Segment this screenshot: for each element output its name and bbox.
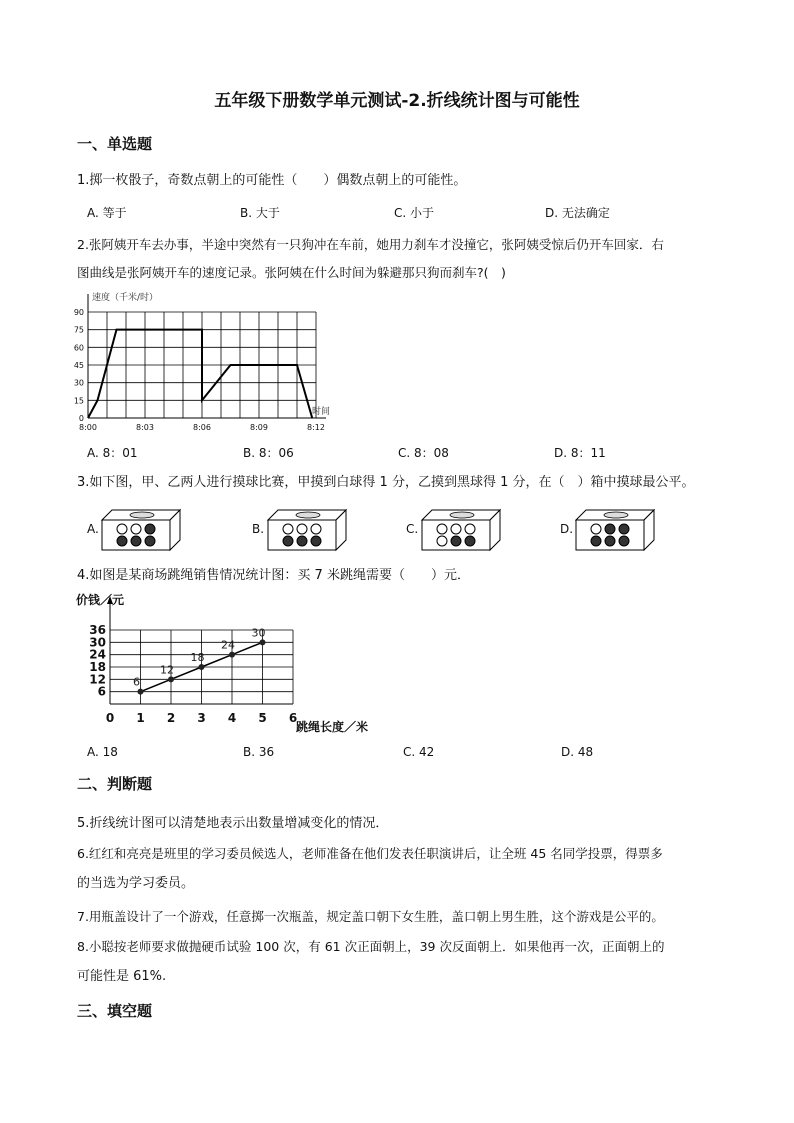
q3-option-c[interactable]: C.	[406, 522, 419, 536]
q3-option-b[interactable]: B.	[252, 522, 265, 536]
q2-option-c[interactable]: C. 8：08	[398, 446, 449, 460]
white-ball	[283, 524, 293, 534]
white-ball	[591, 524, 601, 534]
black-ball	[619, 536, 629, 546]
data-point	[138, 689, 144, 695]
q2-option-d[interactable]: D. 8：11	[554, 446, 606, 460]
y-tick-label: 30	[89, 635, 106, 650]
black-ball	[605, 524, 615, 534]
ball-box-d	[574, 506, 656, 552]
question-4: 4.如图是某商场跳绳销售情况统计图：买 7 米跳绳需要（ ）元．	[77, 568, 470, 583]
black-ball	[591, 536, 601, 546]
q1-option-a[interactable]: A. 等于	[87, 206, 127, 220]
q2-option-a[interactable]: A. 8：01	[87, 446, 138, 460]
section-heading-fill-blank: 三、填空题	[77, 1002, 153, 1020]
data-label: 30	[251, 626, 266, 640]
black-ball	[465, 536, 475, 546]
white-ball	[465, 524, 475, 534]
data-point	[168, 676, 174, 682]
data-label: 6	[133, 675, 140, 689]
black-ball	[619, 524, 629, 534]
q4-option-d[interactable]: D. 48	[561, 745, 594, 759]
y-tick-label: 45	[73, 361, 84, 370]
q1-option-d[interactable]: D. 无法确定	[545, 206, 610, 220]
question-3: 3.如下图，甲、乙两人进行摸球比赛，甲摸到白球得 1 分，乙摸到黑球得 1 分，在（ ）箱中摸球最公平。	[77, 475, 695, 490]
ball-box-b	[266, 506, 348, 552]
x-tick-label: 5	[258, 711, 267, 725]
question-8-line-1: 8.小聪按老师要求做抛硬币试验 100 次，有 61 次正面朝上，39 次反面朝上．如果他再一次，正面朝上的	[77, 939, 665, 954]
white-ball	[437, 536, 447, 546]
data-point	[260, 639, 266, 645]
white-ball	[311, 524, 321, 534]
q4-option-c[interactable]: C. 42	[403, 745, 435, 759]
black-ball	[131, 536, 141, 546]
question-5: 5.折线统计图可以清楚地表示出数量增减变化的情况．	[77, 816, 389, 831]
y-tick-label: 6	[97, 684, 106, 699]
x-tick-label: 8:12	[307, 423, 325, 432]
x-tick-label: 6	[288, 711, 298, 725]
section-heading-single-choice: 一、单选题	[77, 135, 153, 153]
speed-chart-ticks	[74, 308, 325, 432]
speed-chart-xlabel: 时间	[312, 407, 331, 417]
black-ball	[145, 524, 155, 534]
x-tick-label: 0	[105, 711, 115, 725]
q2-option-b[interactable]: B. 8：06	[243, 446, 294, 460]
ball-box-a	[100, 506, 182, 552]
x-tick-label: 4	[227, 711, 237, 725]
x-tick-label: 8:00	[79, 423, 97, 432]
y-tick-label: 30	[73, 378, 84, 388]
x-tick-label: 8:06	[193, 423, 211, 432]
black-ball	[283, 536, 293, 546]
q4-option-a[interactable]: A. 18	[87, 745, 118, 759]
black-ball	[311, 536, 321, 546]
data-label: 24	[221, 638, 235, 652]
black-ball	[605, 536, 615, 546]
black-ball	[451, 536, 461, 546]
box-opening	[450, 512, 474, 518]
x-tick-label: 8:03	[136, 423, 154, 432]
rope-price-points	[133, 626, 266, 694]
rope-chart-xlabel: 跳绳长度／米	[296, 720, 369, 734]
white-ball	[117, 524, 127, 534]
white-ball	[297, 524, 307, 534]
question-8-line-2: 可能性是 61%.	[77, 969, 167, 984]
q4-option-b[interactable]: B. 36	[243, 745, 275, 759]
y-tick-label: 24	[89, 647, 106, 662]
y-tick-label: 75	[73, 325, 84, 335]
x-tick-label: 1	[136, 711, 145, 725]
q1-option-c[interactable]: C. 小于	[394, 206, 435, 220]
rope-chart-ylabel: 价钱／元	[76, 593, 125, 607]
white-ball	[131, 524, 141, 534]
question-1: 1.掷一枚骰子，奇数点朝上的可能性（ ）偶数点朝上的可能性。	[77, 173, 467, 188]
data-label: 18	[190, 651, 205, 664]
x-tick-label: 2	[166, 711, 176, 725]
white-ball	[437, 524, 447, 534]
black-ball	[145, 536, 155, 546]
y-tick-label: 18	[89, 660, 106, 674]
question-6-line-2: 的当选为学习委员。	[77, 876, 195, 891]
y-tick-label: 15	[73, 396, 84, 406]
speed-line	[88, 330, 312, 418]
data-label: 12	[160, 663, 174, 677]
x-tick-label: 3	[197, 711, 206, 725]
question-2-line-1: 2.张阿姨开车去办事，半途中突然有一只狗冲在车前，她用力刹车才没撞它，张阿姨受惊后仍开车回家．右	[77, 237, 664, 252]
ball-box-c	[420, 506, 502, 552]
y-tick-label: 12	[89, 672, 106, 687]
speed-chart-ylabel: 速度（千米/时）	[92, 293, 159, 303]
q1-option-b[interactable]: B. 大于	[240, 206, 280, 220]
y-tick-label: 36	[89, 623, 106, 637]
black-ball	[117, 536, 127, 546]
white-ball	[451, 524, 461, 534]
x-tick-label: 8:09	[250, 423, 268, 432]
section-heading-true-false: 二、判断题	[77, 775, 153, 793]
y-tick-label: 0	[78, 414, 84, 423]
box-opening	[130, 512, 154, 518]
question-6-line-1: 6.红红和亮亮是班里的学习委员候选人，老师准备在他们发表任职演讲后，让全班 45 名同学投票，得票多	[77, 846, 663, 861]
speed-chart-grid	[88, 294, 326, 418]
data-point	[199, 664, 205, 670]
black-ball	[297, 536, 307, 546]
page-title: 五年级下册数学单元测试-2.折线统计图与可能性	[214, 91, 580, 111]
question-2-line-2: 图曲线是张阿姨开车的速度记录。张阿姨在什么时间为躲避那只狗而刹车?( )	[77, 265, 506, 280]
y-tick-label: 90	[73, 308, 84, 317]
speed-chart	[70, 288, 340, 438]
q3-option-d[interactable]: D.	[560, 522, 574, 536]
question-7: 7.用瓶盖设计了一个游戏，任意掷一次瓶盖，规定盖口朝下女生胜，盖口朝上男生胜，这个游戏是公平的。	[77, 909, 664, 924]
box-opening	[296, 512, 320, 518]
y-tick-label: 60	[73, 343, 84, 353]
q3-option-a[interactable]: A.	[87, 522, 99, 536]
rope-price-chart	[72, 590, 402, 740]
rope-chart-ticks	[89, 623, 297, 725]
box-opening	[604, 512, 628, 518]
data-point	[229, 652, 235, 658]
